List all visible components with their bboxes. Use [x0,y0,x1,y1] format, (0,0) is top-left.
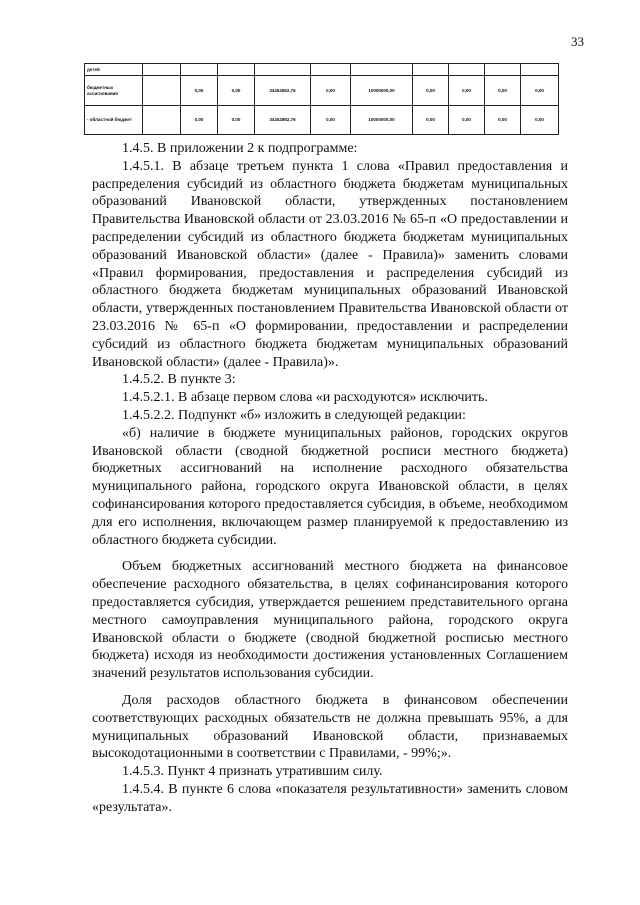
table-cell: 10000000,00 [351,76,413,106]
table-cell: 0,00 [218,106,255,135]
paragraph: 1.4.5.1. В абзаце третьем пункта 1 слова «Правил предоставления и распределения субсидий из областного бюджета бюджетам муниципальных образований Ивановской области, утвержденных постановлением Правительства Ивановской области от 23.03.2016 № 65-п «О предоставлении и распределении субсидий из областного бюджета бюджетам муниципальных образований Ивановской области» (далее - Правила)» заменить словами «Правил формирования, предоставления и распределения субсидий из областного бюджета бюджетам муниципальных образований Ивановской области, утвержденных постановлением Правительства Ивановской области от 23.03.2016 № 65-п «О формировании, предоставлении и распределении субсидий из областного бюджета бюджетам муниципальных образований Ивановской области» (далее - Правила)». [92,158,568,370]
table-cell: бюджетных ассигнования [85,76,143,106]
paragraph: Объем бюджетных ассигнований местного бюджета на финансовое обеспечение расходного обязательства, в целях софинансирования которого предоставляется субсидия, утверждается решением представительного органа местного самоуправления муниципального района, городского округа Ивановской области о бюджете (сводной бюджетной росписью местного бюджета) исходя из необходимости достижения установленных Соглашением значений результатов использования субсидии. [92,559,568,682]
page-number: 33 [571,34,584,49]
table-cell: - областной бюджет [85,106,143,135]
table-cell: 0,00 [449,106,485,135]
table-cell: 0,00 [311,76,351,106]
paragraph: 1.4.5.2.1. В абзаце первом слова «и расходуются» исключить. [122,390,488,406]
table-row [85,64,559,76]
table-cell: 0,00 [311,106,351,135]
paragraph: 1.4.5.2.2. Подпункт «б» изложить в следующей редакции: [122,407,466,423]
paragraph: 1.4.5.3. Пункт 4 признать утратившим силу. [122,764,383,780]
paragraph: 1.4.5.4. В пункте 6 слова «показателя результативности» заменить словом «результата». [92,781,568,815]
table-cell: 0,00 [413,106,449,135]
paragraph: «б) наличие в бюджете муниципальных районов, городских округов Ивановской области (сводной бюджетной росписи местного бюджета) бюджетных ассигнований на исполнение расходного обязательства муниципального района, городского округа Ивановской области, в целях софинансирования которого предоставляется субсидия, в объеме, необходимом для его исполнения, включающем размер планируемой к предоставлению из областного бюджета субсидии. [92,425,568,548]
table-row [85,76,559,106]
table-cell [143,76,181,106]
table-cell: детей [85,64,143,76]
table-cell: 34452862,76 [255,76,311,106]
table-cell: 0,00 [521,76,559,106]
document-body [92,140,568,816]
table-cell: 0,00 [181,106,218,135]
budget-table [84,63,559,135]
table-row [85,106,559,135]
paragraph: 1.4.5. В приложении 2 к подпрограмме: [122,141,358,156]
table-cell: 0,00 [413,76,449,106]
paragraph: Доля расходов областного бюджета в финансовом обеспечении соответствующих расходных обязательств не должна превышать 95%, а для муниципальных образований Ивановской области, признаваемых высокодотационными в соответствии с Правилами, - 99%;». [92,692,568,762]
table-cell: 0,00 [521,106,559,135]
table-cell: 10000000,00 [351,106,413,135]
table-cell: 0,00 [181,76,218,106]
table-cell: 0,00 [485,106,521,135]
table-cell: 0,00 [485,76,521,106]
table-cell: 0,00 [449,76,485,106]
paragraph: 1.4.5.2. В пункте 3: [122,372,236,388]
table-cell [143,106,181,135]
table-cell: 34452862,76 [255,106,311,135]
table-cell: 0,00 [218,76,255,106]
